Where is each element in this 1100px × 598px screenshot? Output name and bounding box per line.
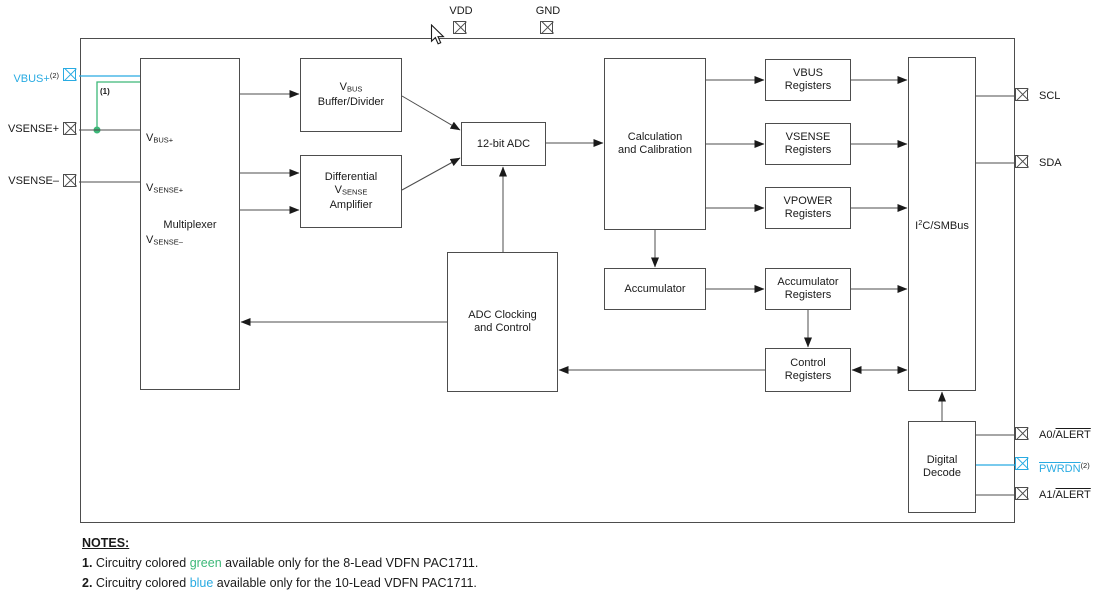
note-1: 1. Circuitry colored green available only for the 8-Lead VDFN PAC1711. [82,556,479,570]
block-12bit-adc [461,122,546,166]
sda-pin-icon [1015,155,1028,168]
vpower-reg-line2: Registers [784,208,832,220]
accum-reg-line1: Accumulator [777,276,839,288]
accumulator-label: Accumulator [624,282,686,295]
block-vsense-registers [765,123,851,165]
mouse-cursor-icon [430,24,446,46]
calc-line2: and Calibration [618,144,692,156]
vsense-reg-line1: VSENSE [785,131,831,143]
accum-reg-line2: Registers [784,289,832,301]
diffamp-line2: VSENSE [334,184,368,197]
vpower-reg-line1: VPOWER [783,195,833,207]
block-differential-vsense-amplifier [300,155,402,228]
scl-pin-label: SCL [1039,90,1061,102]
decode-line1: Digital [926,454,958,466]
gnd-pin-icon [540,21,553,34]
note1-reference: (1) [100,87,110,96]
control-reg-line1: Control [790,357,826,369]
vbus-reg-line2: Registers [784,80,832,92]
wire-buffer-to-adc [402,96,460,130]
calc-line1: Calculation [627,131,683,143]
i2c-label: $I^2C$/SMBus [915,217,969,232]
scl-pin-icon [1015,88,1028,101]
note-2: 2. Circuitry colored blue available only for the 10-Lead VDFN PAC1711. [82,576,477,590]
vbus-plus-pin-label: VBUS+$^{(2)}$ [13,71,59,85]
block-accumulator [604,268,706,310]
a0-alert-pin-icon [1015,427,1028,440]
clocking-line2: and Control [474,322,531,334]
pwrdn-pin-label: PWRDN$^{(2)}$ [1039,461,1090,475]
gnd-pin-label: GND [535,5,561,17]
mux-input-vsense-plus: VSENSE+ [146,182,184,195]
notes-heading: NOTES: [82,536,130,550]
a0-alert-pin-label: A0/ALERT [1039,429,1091,441]
vbus-buffer-line2: Buffer/Divider [317,95,385,108]
diffamp-line3: Amplifier [329,198,373,211]
multiplexer-label: Multiplexer [163,219,217,231]
vsense-plus-pin-label: VSENSE+ [7,123,59,135]
a1-alert-pin-icon [1015,487,1028,500]
vbus-plus-pin-icon [63,68,76,81]
pwrdn-pin-icon [1015,457,1028,470]
block-adc-clocking-control [447,252,558,392]
vbus-buffer-line1: VBUS [339,81,363,94]
sda-pin-label: SDA [1039,157,1062,169]
block-accumulator-registers [765,268,851,310]
notes-section [82,536,478,596]
clocking-line1: ADC Clocking [468,309,537,321]
block-control-registers [765,348,851,392]
mux-input-vbus: VBUS+ [146,132,174,145]
vsense-minus-pin-label: VSENSE– [8,175,59,187]
block-vbus-registers [765,59,851,101]
block-calculation-calibration [604,58,706,230]
block-vbus-buffer-divider [300,58,402,132]
vsense-reg-line2: Registers [784,144,832,156]
vsense-plus-pin-icon [63,122,76,135]
block-multiplexer [140,58,240,390]
control-reg-line2: Registers [784,370,832,382]
mux-input-vsense-minus: VSENSE– [146,234,183,247]
a1-alert-pin-label: A1/ALERT [1039,489,1091,501]
vdd-pin-icon [453,21,466,34]
block-vpower-registers [765,187,851,229]
decode-line2: Decode [923,467,961,479]
vdd-pin-label: VDD [449,5,473,17]
vbus-reg-line1: VBUS [793,67,823,79]
block-i2c-smbus [908,57,976,391]
diffamp-line1: Differential [324,171,378,184]
block-digital-decode [908,421,976,513]
wire-diffamp-to-adc [402,158,460,190]
adc-label: 12-bit ADC [476,137,531,150]
vsense-minus-pin-icon [63,174,76,187]
